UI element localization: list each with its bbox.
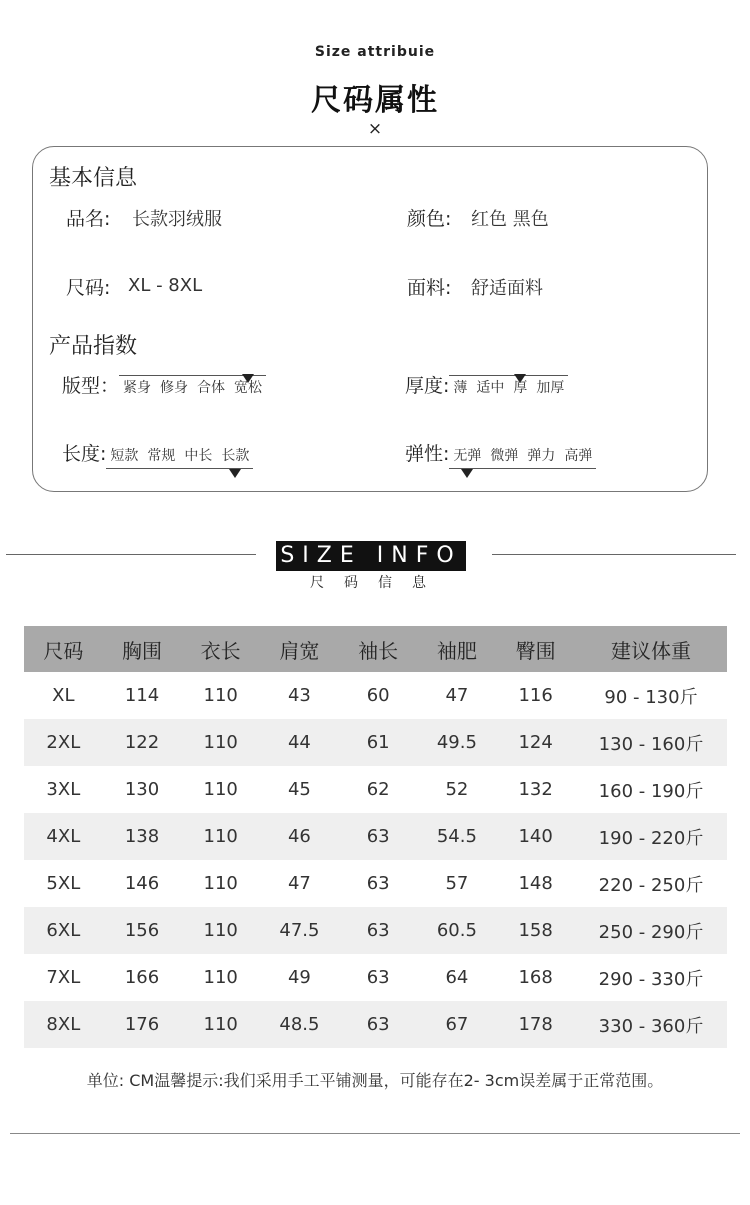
table-row bbox=[24, 719, 727, 766]
table-cell: 60.5 bbox=[418, 907, 497, 954]
table-cell: 160 - 190斤 bbox=[598, 780, 704, 802]
table-cell: 48.5 bbox=[260, 1001, 339, 1048]
table-cell: 2XL bbox=[24, 719, 103, 766]
table-cell: 122 bbox=[103, 719, 182, 766]
color-value: 红色 黑色 bbox=[471, 209, 549, 230]
table-cell: 250 - 290斤 bbox=[575, 907, 727, 954]
length-option: 长款 bbox=[221, 448, 250, 464]
fit-option: 修身 bbox=[160, 380, 189, 396]
thickness-options bbox=[449, 377, 568, 398]
selected-marker-icon bbox=[461, 469, 473, 478]
table-cell: 67 bbox=[418, 1001, 497, 1048]
thickness-option: 适中 bbox=[476, 380, 505, 396]
table-cell: 130 - 160斤 bbox=[575, 719, 727, 766]
elasticity-option: 弹力 bbox=[527, 448, 556, 464]
table-cell: 114 bbox=[124, 685, 160, 706]
close-icon: × bbox=[367, 119, 383, 139]
elasticity-options bbox=[449, 445, 596, 466]
fit-option: 合体 bbox=[197, 380, 226, 396]
size-table bbox=[24, 626, 727, 1048]
table-cell: 63 bbox=[366, 873, 390, 894]
measurement-note: 单位: CM温馨提示:我们采用手工平铺测量，可能存在2- 3cm误差属于正常范围。 bbox=[86, 1071, 664, 1090]
table-cell: 168 bbox=[518, 967, 553, 988]
size-info-subtitle: 尺码信息 bbox=[310, 575, 446, 591]
size-info-title: SIZE INFO bbox=[276, 541, 466, 571]
table-cell: 130 bbox=[124, 779, 160, 800]
elasticity-label: 弹性: bbox=[405, 443, 450, 465]
basic-info-heading: 基本信息 bbox=[49, 166, 138, 191]
fit-scale bbox=[62, 371, 266, 398]
fit-label: 版型： bbox=[62, 375, 120, 397]
length-option: 中长 bbox=[184, 448, 213, 464]
size-label: 尺码: bbox=[66, 277, 111, 299]
table-cell: 45 bbox=[287, 779, 311, 800]
table-cell: 63 bbox=[339, 907, 418, 954]
table-cell: 140 bbox=[496, 813, 575, 860]
table-cell: 110 bbox=[203, 685, 238, 706]
page-subtitle: Size attribuie bbox=[314, 44, 436, 60]
table-cell: 43 bbox=[287, 685, 311, 706]
table-row bbox=[24, 813, 727, 860]
table-row bbox=[24, 672, 727, 719]
table-cell: 138 bbox=[103, 813, 182, 860]
thickness-option: 加厚 bbox=[536, 380, 565, 396]
length-option: 常规 bbox=[147, 448, 176, 464]
table-cell: 110 bbox=[203, 779, 238, 800]
length-label: 长度: bbox=[62, 443, 107, 465]
table-row bbox=[24, 954, 727, 1001]
column-header: 肩宽 bbox=[260, 626, 339, 672]
table-cell: 47 bbox=[445, 685, 469, 706]
column-header: 胸围 bbox=[103, 626, 182, 672]
length-scale bbox=[62, 439, 253, 466]
table-cell: 61 bbox=[339, 719, 418, 766]
table-cell: 290 - 330斤 bbox=[598, 968, 704, 990]
table-cell: 158 bbox=[496, 907, 575, 954]
table-cell: 190 - 220斤 bbox=[575, 813, 727, 860]
table-cell: 124 bbox=[496, 719, 575, 766]
attributes-card bbox=[32, 146, 708, 492]
table-cell: 4XL bbox=[24, 813, 103, 860]
table-cell: 6XL bbox=[24, 907, 103, 954]
page-title: 尺码属性 bbox=[311, 83, 439, 118]
table-cell: 57 bbox=[445, 873, 469, 894]
size-value: XL - 8XL bbox=[128, 275, 203, 296]
table-row bbox=[24, 860, 727, 907]
bottom-divider bbox=[10, 1133, 740, 1134]
column-header: 尺码 bbox=[24, 626, 103, 672]
table-header-row bbox=[24, 626, 727, 672]
table-cell: 63 bbox=[339, 813, 418, 860]
elasticity-option: 无弹 bbox=[453, 448, 482, 464]
table-row bbox=[24, 766, 727, 813]
name-value: 长款羽绒服 bbox=[132, 209, 222, 230]
thickness-scale bbox=[405, 371, 568, 398]
thickness-option: 厚 bbox=[513, 380, 528, 396]
column-header: 建议体重 bbox=[575, 626, 727, 672]
table-cell: 110 bbox=[181, 1001, 260, 1048]
table-cell: 47.5 bbox=[260, 907, 339, 954]
fabric-label: 面料: bbox=[407, 277, 452, 299]
fabric-value: 舒适面料 bbox=[471, 278, 543, 299]
table-cell: 60 bbox=[366, 685, 390, 706]
fit-option: 宽松 bbox=[234, 380, 263, 396]
table-body bbox=[24, 672, 727, 1048]
table-cell: 52 bbox=[445, 779, 469, 800]
table-cell: 166 bbox=[124, 967, 160, 988]
table-cell: 110 bbox=[203, 873, 238, 894]
column-header: 袖长 bbox=[339, 626, 418, 672]
table-cell: 132 bbox=[518, 779, 553, 800]
fit-options bbox=[119, 377, 266, 398]
table-cell: 63 bbox=[339, 1001, 418, 1048]
column-header: 袖肥 bbox=[418, 626, 497, 672]
table-cell: 44 bbox=[260, 719, 339, 766]
table-cell: 49 bbox=[287, 967, 311, 988]
elasticity-option: 高弹 bbox=[564, 448, 593, 464]
table-cell: 7XL bbox=[46, 967, 81, 988]
table-cell: 110 bbox=[181, 813, 260, 860]
thickness-label: 厚度: bbox=[405, 375, 450, 397]
selected-marker-icon bbox=[242, 374, 254, 383]
column-header: 臀围 bbox=[496, 626, 575, 672]
selected-marker-icon bbox=[514, 374, 526, 383]
table-cell: 5XL bbox=[46, 873, 81, 894]
table-cell: 8XL bbox=[24, 1001, 103, 1048]
table-cell: 3XL bbox=[46, 779, 81, 800]
table-cell: 330 - 360斤 bbox=[575, 1001, 727, 1048]
table-cell: 49.5 bbox=[418, 719, 497, 766]
table-cell: 148 bbox=[518, 873, 553, 894]
table-cell: 110 bbox=[181, 907, 260, 954]
table-cell: 110 bbox=[203, 967, 238, 988]
table-cell: 54.5 bbox=[418, 813, 497, 860]
table-cell: 110 bbox=[181, 719, 260, 766]
table-cell: 146 bbox=[124, 873, 160, 894]
table-cell: 220 - 250斤 bbox=[598, 874, 704, 896]
fit-option: 紧身 bbox=[123, 380, 152, 396]
table-row bbox=[24, 1001, 727, 1048]
table-cell: 46 bbox=[260, 813, 339, 860]
table-cell: 64 bbox=[445, 967, 469, 988]
elasticity-option: 微弹 bbox=[490, 448, 519, 464]
table-cell: XL bbox=[52, 685, 75, 706]
elasticity-scale bbox=[405, 439, 596, 466]
table-cell: 62 bbox=[366, 779, 390, 800]
divider-right bbox=[492, 554, 736, 555]
table-cell: 90 - 130斤 bbox=[604, 686, 698, 708]
length-options bbox=[106, 445, 253, 466]
divider-left bbox=[6, 554, 256, 555]
product-index-heading: 产品指数 bbox=[49, 334, 138, 359]
table-cell: 47 bbox=[287, 873, 311, 894]
color-label: 颜色: bbox=[407, 208, 452, 230]
table-row bbox=[24, 907, 727, 954]
selected-marker-icon bbox=[229, 469, 241, 478]
thickness-option: 薄 bbox=[453, 380, 468, 396]
length-option: 短款 bbox=[110, 448, 139, 464]
table-cell: 63 bbox=[366, 967, 390, 988]
name-label: 品名: bbox=[66, 208, 111, 230]
table-cell: 156 bbox=[103, 907, 182, 954]
table-cell: 178 bbox=[496, 1001, 575, 1048]
table-cell: 116 bbox=[518, 685, 553, 706]
table-cell: 176 bbox=[103, 1001, 182, 1048]
column-header: 衣长 bbox=[181, 626, 260, 672]
